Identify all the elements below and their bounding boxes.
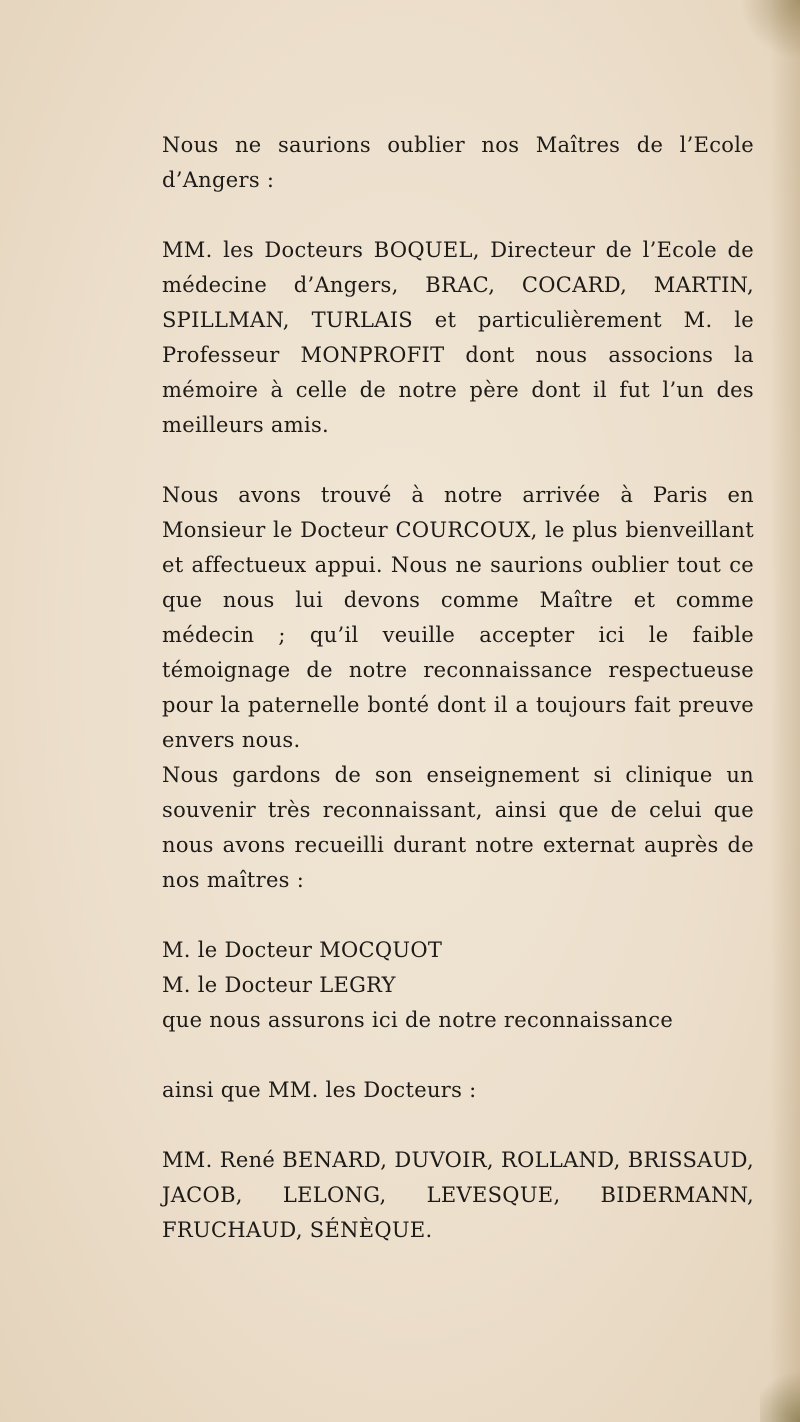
paragraph-docteurs-angers: MM. les Docteurs BOQUEL, Directeur de l’Ecole de médecine d’Angers, BRAC, COCARD, MARTIN, SPILLMAN, TURLAIS et particulièrement M. le Professeur MONPROFIT dont nous associons la mémoire à celle de notre père dont il fut l’un des meilleurs amis.: [162, 238, 754, 437]
paragraph-angers: Nous ne saurions oublier nos Maîtres de l’Ecole d’Angers :: [162, 133, 754, 192]
paragraph-courcoux: Nous avons trouvé à notre arrivée à Paris en Monsieur le Docteur COURCOUX, le plus bienveillant et affectueux appui. Nous ne saurions oublier tout ce que nous lui devons comme Maître et comme médecin ; qu’il veuille accepter ici le faible témoignage de notre reconnaissance respectueuse pour la paternelle bonté dont il a toujours fait preuve envers nous.: [162, 483, 754, 752]
name-mocquot: M. le Docteur MOCQUOT: [162, 938, 443, 962]
after-names-line: que nous assurons ici de notre reconnaissance: [162, 1008, 674, 1032]
paragraph-last-names: MM. René BENARD, DUVOIR, ROLLAND, BRISSAUD, JACOB, LELONG, LEVESQUE, BIDERMANN, FRUCHAUD, SÉNÈQUE.: [162, 1148, 754, 1242]
stain-bottom-right: [760, 1362, 800, 1422]
page-edge-shadow: [770, 0, 800, 1422]
paragraph-enseignement: Nous gardons de son enseignement si clinique un souvenir très reconnaissant, ainsi que de celui que nous avons recueilli durant notre externat auprès de nos maîtres :: [162, 763, 754, 892]
ainsi-line: ainsi que MM. les Docteurs :: [162, 1078, 477, 1102]
name-legry: M. le Docteur LEGRY: [162, 973, 396, 997]
body-text: [162, 128, 754, 1248]
stain-top-right: [740, 0, 800, 60]
